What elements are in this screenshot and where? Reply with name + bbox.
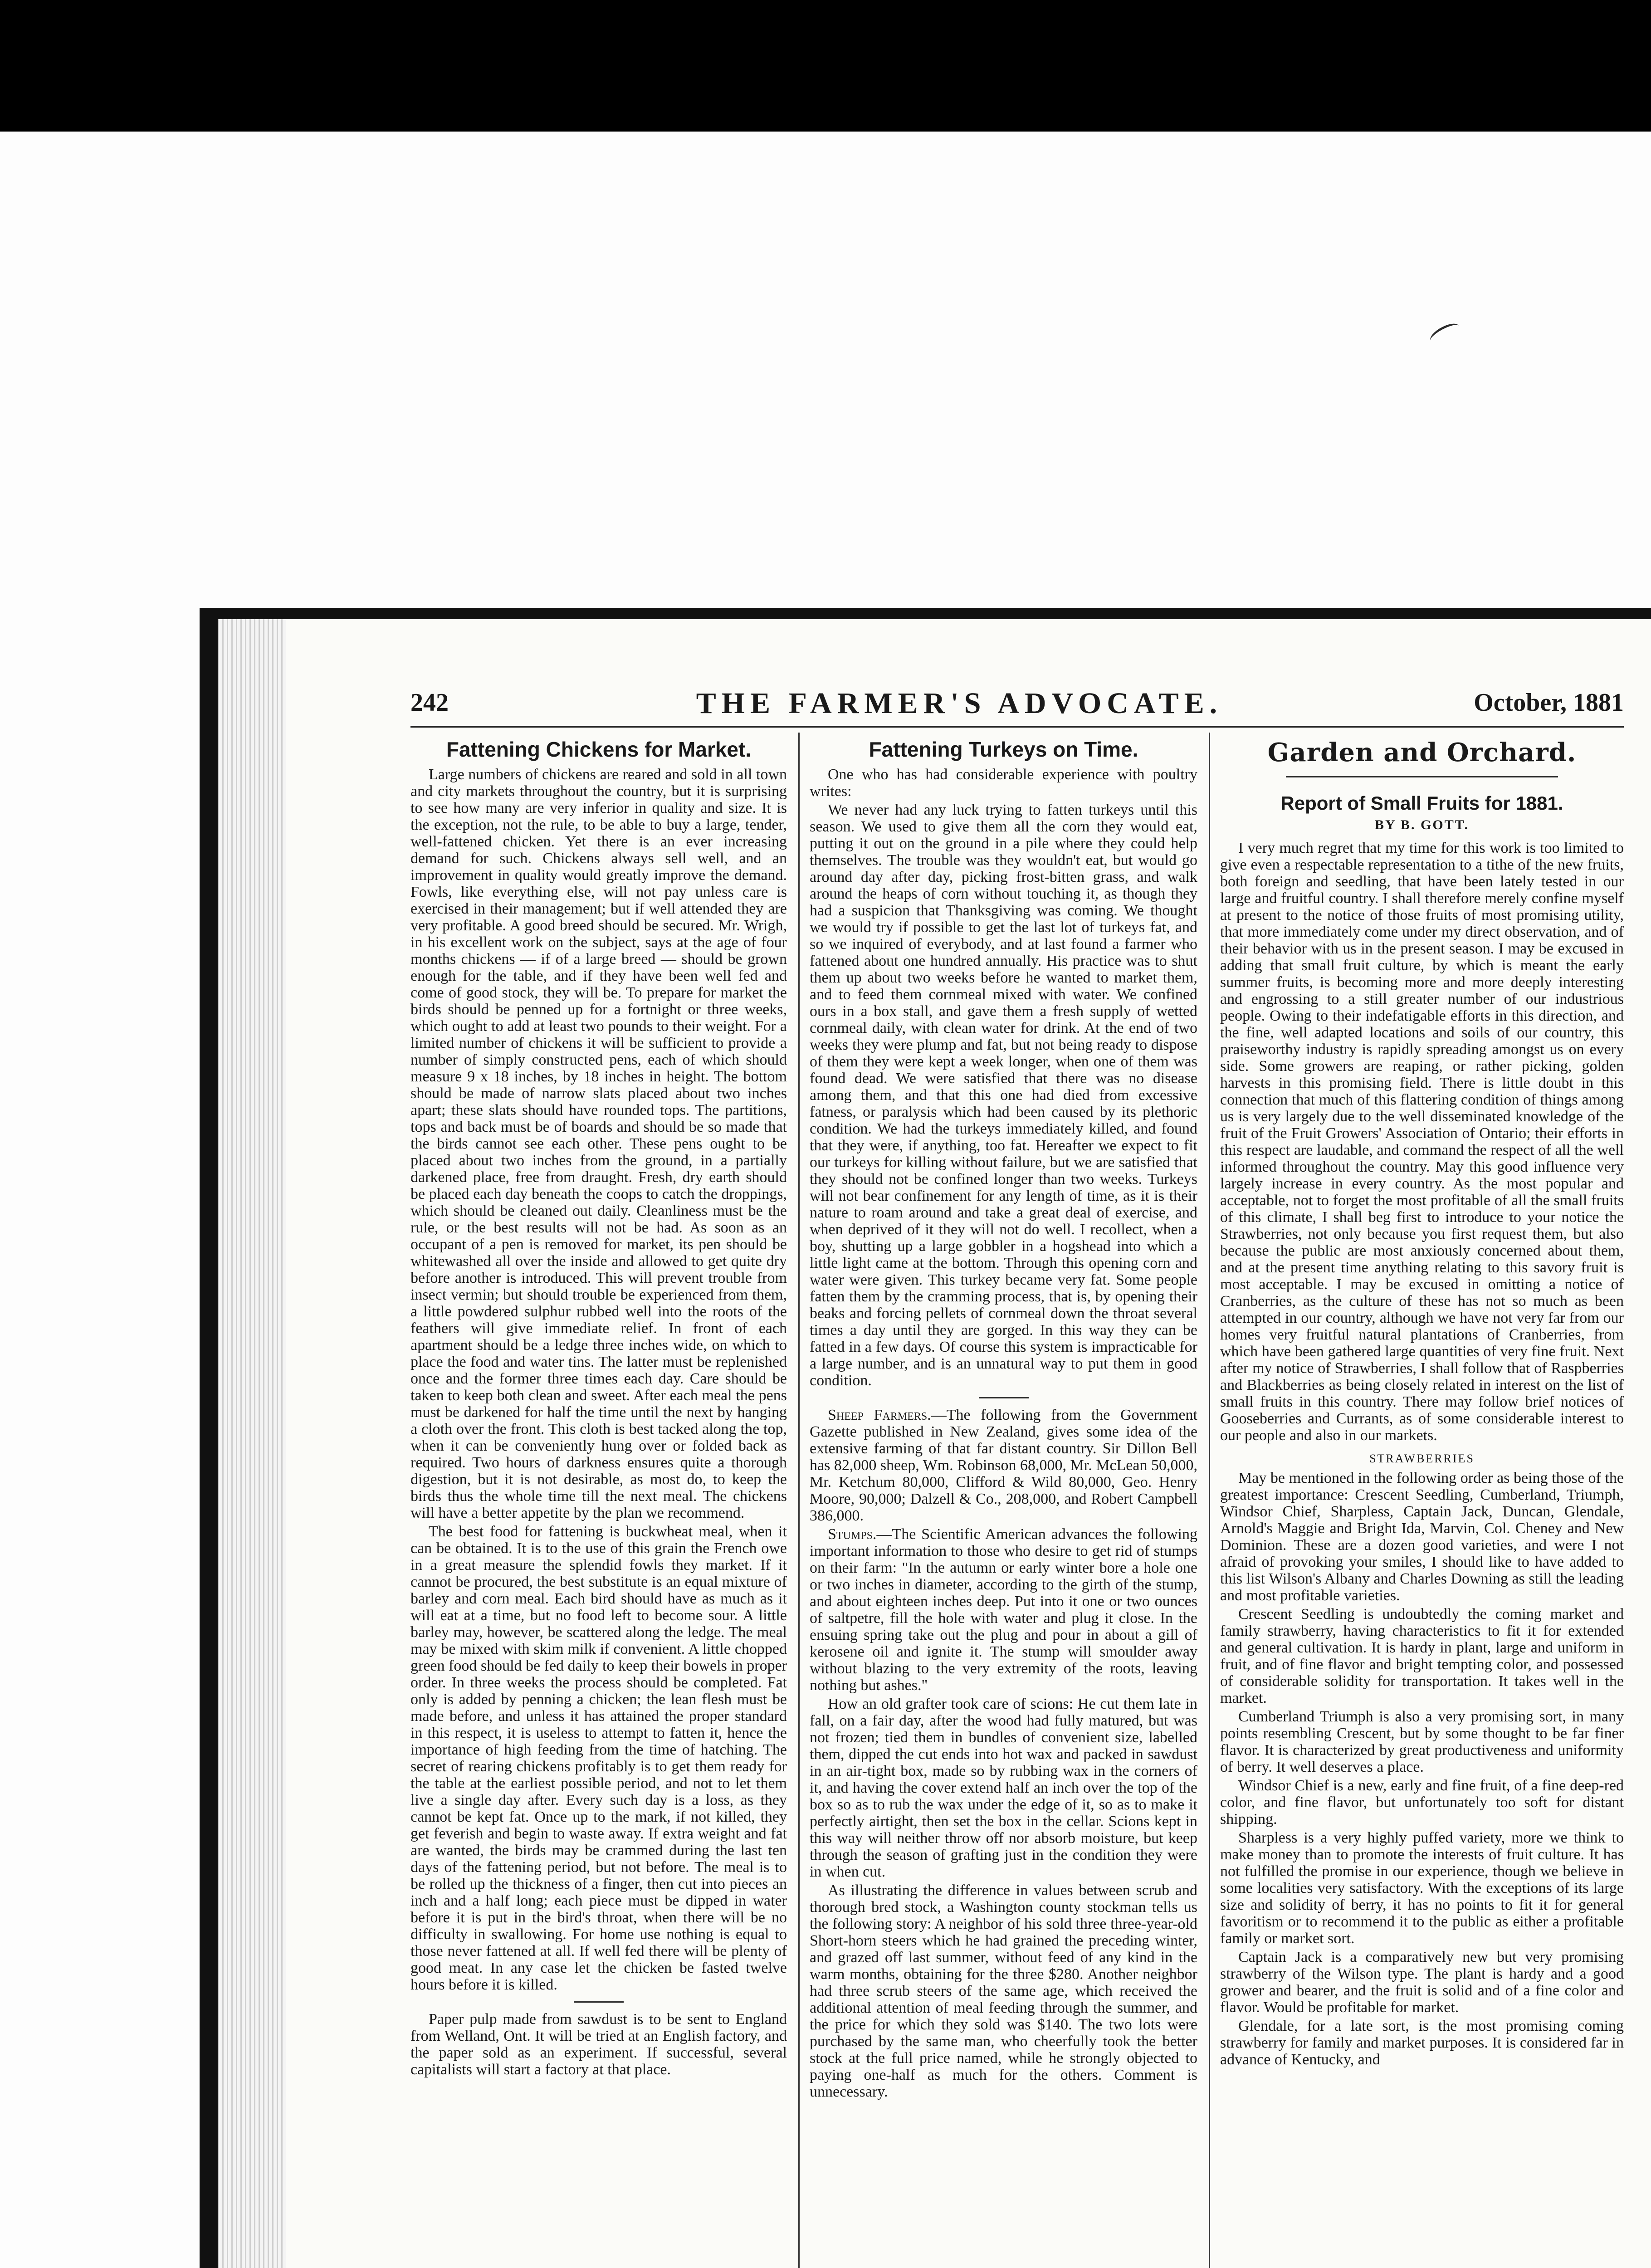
- article-paragraph: Captain Jack is a comparatively new but very promising strawberry of the Wilson type. The plant is hardy and a good grower and bearer, and the fruit is solid and of a fine color and flavor. Would be profitable for market.: [1220, 1949, 1624, 2016]
- section-title: Garden and Orchard.: [1267, 738, 1577, 767]
- paragraph-body: —The following from the Government Gazette published in New Zealand, gives some idea of the extensive farming of that far distant country. Sir Dillon Bell has 82,000 sheep, Wm. Robinson 68,000, Mr. McLean 50,000, Mr. Ketchum 80,000, Clifford & Wild 80,000, Geo. Henry Moore, 90,000; Dalzell & Co., 208,000, and Robert Campbell 386,000.: [810, 1407, 1198, 1524]
- page-number: 242: [410, 689, 449, 717]
- article-paragraph: The best food for fattening is buckwheat meal, when it can be obtained. It is to the use of this grain the French owe in a great measure the splendid fowls they market. If it cannot be procured, the best substitute is an equal mixture of barley and corn meal. Each bird should have as much as it will eat at a time, but no food left to become sour. A little barley may, however, be scattered along the ledge. The meal may be mixed with skim milk if convenient. A little chopped green food should be fed daily to keep their bowels in proper order. In three weeks the process should be completed. Fat only is added by penning a chicken; the lean flesh must be made before, and unless it has attained the proper standard in this respect, it is useless to attempt to fatten it, hence the importance of high feeding from the time of hatching. The secret of rearing chickens profitably is to get them ready for the table at the earliest possible period, and not to let them live a single day after. Every such day is a loss, as they cannot be kept fat. Once up to the mark, if not killed, they get feverish and begin to waste away. If extra weight and fat are wanted, the birds may be crammed during the last ten days of the fattening period, but not before. The meal is to be rolled up the thickness of a finger, then cut into pieces an inch and a half long; each piece must be dipped in water before it is put in the bird's throat, when there will be no difficulty in swallowing. For home use nothing is equal to those never fattened at all. If well fed there will be plenty of good meat. In any case let the chicken be fasted twelve hours before it is killed.: [410, 1523, 787, 1993]
- article-paragraph: [810, 1407, 1197, 1524]
- article-paragraph: Glendale, for a late sort, is the most promising coming strawberry for family and market purposes. It is considered far in advance of Kentucky, and: [1220, 2018, 1624, 2068]
- column-divider: [1209, 733, 1210, 2268]
- article-paragraph: Crescent Seedling is undoubtedly the coming market and family strawberry, having characteristics to fit it for extended and general cultivation. It is hardy in plant, large and uniform in fruit, and of fine flavor and bright tempting color, and possessed of considerable solidity for transportation. It takes well in the market.: [1220, 1606, 1624, 1706]
- article-paragraph: Paper pulp made from sawdust is to be sent to England from Welland, Ont. It will be tried at an English factory, and the paper sold as an experiment. If successful, several capitalists will start a factory at that place.: [410, 2011, 787, 2078]
- page-header: [410, 688, 1624, 720]
- column-2: [810, 738, 1197, 2100]
- article-paragraph: Cumberland Triumph is also a very promising sort, in many points resembling Crescent, but by some thought to be far finer flavor. It is characterized by great productiveness and uniformity of berry. It well deserves a place.: [1220, 1708, 1624, 1775]
- ink-mark: [1427, 320, 1461, 346]
- article-paragraph: I very much regret that my time for this work is too limited to give even a respectable representation to a tithe of the new fruits, both foreign and seedling, that have been lately tested in our large and fruitful country. I shall therefore merely confine myself at present to the notice of those fruits of most promising utility, that more immediately come under my direct observation, and of their behavior with us in the present season. I may be excused in adding that small fruit culture, by which is meant the early summer fruits, is becoming more and more deeply interesting and engrossing to a still greater number of our industrious people. Owing to their indefatigable efforts in this direction, and the fine, well adapted locations and soils of our country, this praiseworthy industry is rapidly spreading amongst us on every side. Some growers are reaping, or rather picking, golden harvests in this promising field. There is little doubt in this connection that much of this flattering condition of things among us is very largely due to the well disseminated knowledge of the fruit of the Fruit Growers' Association of Ontario; their efforts in this respect are laudable, and command the respect of all the well informed throughout the country. May this good influence very largely increase in every country. As the most popular and acceptable, not to forget the most profitable of all the small fruits of this climate, I shall beg first to introduce to your notice the Strawberries, not only because you first request them, but also because the public are most anxiously concerned about them, and at the present time anything relating to this savory fruit is most acceptable. I may be excused in omitting a notice of Cranberries, as the culture of these has not so much as been attempted in our country, although we have not very far from our homes very fruitful natural plantations of Cranberries, from which have been gathered large quantities of very fine fruit. Next after my notice of Strawberries, I shall follow that of Raspberries and Blackberries as being closely related in interest on the list of small fruits in this country. There may follow brief notices of Gooseberries and Currants, as of some considerable interest to our people and also in our markets.: [1220, 840, 1624, 1444]
- article-title: Fattening Turkeys on Time.: [869, 738, 1138, 761]
- byline: BY B. GOTT.: [1374, 817, 1470, 832]
- article-paragraph: How an old grafter took care of scions: He cut them late in fall, on a fair day, after the wood had fully matured, but was not frozen; tied them in bundles of convenient size, labelled them, dipped the cut ends into hot wax and packed in sawdust in an air-tight box, made so by rubbing wax in the corners of it, and having the cover extend half an inch over the top of the box so as to rub the wax under the edge of it, so as to make it perfectly airtight, then set the box in the cellar. Scions kept in this way will neither throw off nor absorb moisture, but keep through the season of grafting just in the condition they were in when cut.: [810, 1696, 1197, 1880]
- article-paragraph: [810, 1526, 1197, 1694]
- header-rule: [410, 726, 1624, 728]
- separator: [574, 2001, 624, 2003]
- column-divider: [798, 733, 800, 2268]
- masthead: THE FARMER'S ADVOCATE.: [696, 687, 1223, 720]
- newspaper-page: [218, 619, 1651, 2268]
- article-paragraph: We never had any luck trying to fatten turkeys until this season. We used to give them all the corn they would eat, putting it out on the ground in a pile where they could help themselves. The trouble was they wouldn't eat, but would go around day after day, picking frost-bitten grass, and walk around the heaps of corn without touching it, as though they had a suspicion that Thanksgiving was coming. We thought we would try if possible to get the last lot of turkeys fat, and so we inquired of everybody, and at last found a farmer who fattened about one hundred annually. His practice was to shut them up about two weeks before he wanted to market them, and to feed them cornmeal mixed with water. We confined ours in a box stall, and gave them a fresh supply of wetted cornmeal daily, with clean water for drink. At the end of two weeks they were plump and fat, but not being ready to dispose of them they were kept a week longer, when one of them was found dead. We were satisfied that there was no disease among them, and that this one had died from excessive fatness, or paralysis which had been caused by its plethoric condition. We had the turkeys immediately killed, and found that they were, if anything, too fat. Hereafter we expect to fit our turkeys for killing without failure, but we are satisfied that they should not be confined longer than two weeks. Turkeys will not bear confinement for any length of time, as it is their nature to roam around and take a great deal of exercise, and when deprived of it they will not do well. I recollect, when a boy, shutting up a large gobbler in a hogshead into which a little light came at the bottom. Through this opening corn and water were given. This turkey became very fat. Some people fatten them by the cramming process, that is, by opening their beaks and forcing pellets of cornmeal down the throat several times a day until they are gorged. In this way they can be fatted in a few days. Of course this system is impracticable for a large number, and is an unnatural way to put them in good condition.: [810, 802, 1197, 1389]
- separator: [979, 1397, 1029, 1398]
- article-paragraph: May be mentioned in the following order as being those of the greatest importance: Crescent Seedling, Cumberland, Triumph, Windsor Chief, Sharpless, Captain Jack, Duncan, Glendale, Arnold's Maggie and Bright Ida, Marvin, Col. Cheney and New Dominion. These are a dozen good varieties, and were I not afraid of provoking your smiles, I should like to have added to this list Wilson's Albany and Charles Downing as still the leading and most profitable varieties.: [1220, 1470, 1624, 1604]
- column-3: [1220, 738, 1624, 2068]
- article-title: Fattening Chickens for Market.: [446, 738, 752, 761]
- separator: [1286, 776, 1558, 777]
- article-paragraph: As illustrating the difference in values between scrub and thorough bred stock, a Washington county stockman tells us the following story: A neighbor of his sold three three-year-old Short-horn steers which he had grained the preceding winter, and grazed off last summer, without feed of any kind in the warm months, obtaining for the three $280. Another neighbor had three scrub steers of the same age, which received the additional attention of meal feeding through the summer, and the price for which they sold was $140. The two lots were purchased by the same man, who cheerfully took the better stock at the full price named, while he strongly objected to paying one-half as much for the others. Comment is unnecessary.: [810, 1882, 1197, 2100]
- paragraph-lead: Stumps.: [828, 1526, 877, 1543]
- article-paragraph: One who has had considerable experience with poultry writes:: [810, 766, 1197, 800]
- page-edges: [218, 619, 286, 2268]
- issue-date: October, 1881: [1474, 689, 1624, 717]
- paragraph-lead: Sheep Farmers.: [828, 1407, 931, 1423]
- paragraph-body: —The Scientific American advances the following important information to those who desire to get rid of stumps on their farm: "In the autumn or early winter bore a hole one or two inches in diameter, according to the girth of the stump, and about eighteen inches deep. Put into it one or two ounces of saltpetre, fill the hole with water and plug it close. In the ensuing spring take out the plug and pour in about a gill of kerosene oil and ignite it. The stump will smoulder away without blazing to the very extremity of the roots, leaving nothing but ashes.": [810, 1526, 1197, 1694]
- column-1: [410, 738, 787, 2078]
- article-paragraph: Windsor Chief is a new, early and fine fruit, of a fine deep-red color, and fine flavor, but unfortunately too soft for distant shipping.: [1220, 1777, 1624, 1828]
- article-paragraph: Sharpless is a very highly puffed variety, more we think to make money than to promote the interests of fruit culture. It has not fulfilled the promise in our experience, though we believe in some localities very satisfactory. With the exceptions of its large size and solidity of berry, it has no points to fit it for general favoritism or to recommend it to the public as either a profitable family or market sort.: [1220, 1829, 1624, 1947]
- article-paragraph: Large numbers of chickens are reared and sold in all town and city markets throughout the country, but it is surprising to see how many are very inferior in quality and size. It is the exception, not the rule, to be able to buy a large, tender, well-fattened chicken. Yet there is an ever increasing demand for such. Chickens always sell well, and an improvement in quality would greatly improve the demand. Fowls, like everything else, will not pay unless care is exercised in their management; but if well attended they are very profitable. A good breed should be secured. Mr. Wrigh, in his excellent work on the subject, says at the age of four months chickens — if of a large breed — should be grown enough for the table, and if they have been well fed and come of good stock, they will be. To prepare for market the birds should be penned up for a fortnight or three weeks, which ought to add at least two pounds to their weight. For a limited number of chickens it will be sufficient to provide a number of simply constructed pens, each of which should measure 9 x 18 inches, by 18 inches in height. The bottom should be made of narrow slats placed about two inches apart; these slats should have rounded tops. The partitions, tops and back must be of boards and should be so made that the birds cannot see each other. These pens ought to be placed about two inches from the ground, in a partially darkened place, free from draught. Fresh, dry earth should be placed each day beneath the coops to catch the droppings, which should be cleaned out daily. Cleanliness must be the rule, or the best results will not be had. As soon as an occupant of a pen is removed for market, its pen should be whitewashed all over the inside and allowed to get quite dry before another is introduced. This will prevent trouble from insect vermin; but should trouble be experienced from them, a little powdered sulphur rubbed well into the roots of the feathers will give immediate relief. In front of each apartment should be a ledge three inches wide, on which to place the food and water tins. The latter must be replenished once and the former three times each day. Care should be taken to keep both clean and sweet. After each meal the pens must be darkened for half the time until the next by hanging a cloth over the front. This cloth is best tacked along the top, when it can be conveniently hung over or folded back as required. Two hours of darkness ensures quite a thorough digestion, but it is not desirable, as most do, to keep the birds thus the whole time till the next meal. The chickens will have a better appetite by the plan we recommend.: [410, 766, 787, 1521]
- article-title: Report of Small Fruits for 1881.: [1280, 792, 1563, 814]
- subheading: STRAWBERRIES: [1369, 1452, 1475, 1465]
